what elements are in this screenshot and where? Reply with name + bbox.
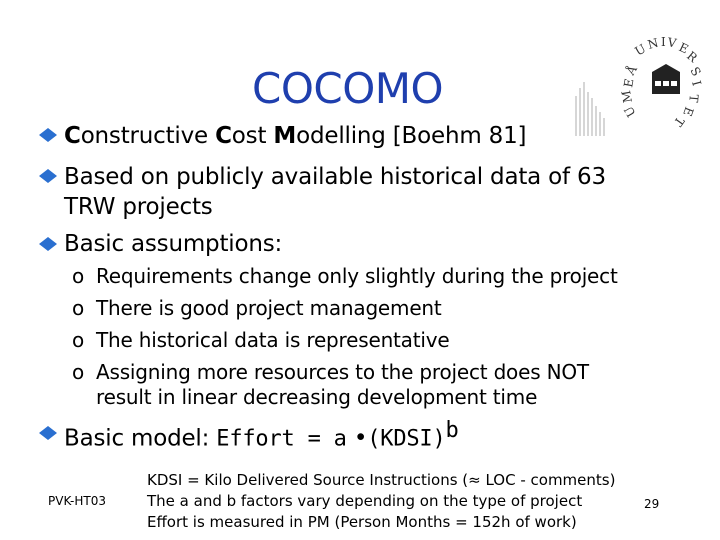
svg-text:E: E — [680, 104, 697, 118]
footnote-effort: Effort is measured in PM (Person Months = 152h of work) — [147, 513, 577, 531]
bullet-icon — [38, 127, 58, 143]
page-number: 29 — [644, 497, 660, 511]
svg-text:Å: Å — [623, 62, 640, 78]
sub-bullet-marker: o — [72, 264, 85, 288]
bullet-cocomo-definition: Constructive Cost Modelling [Boehm 81] — [64, 123, 527, 149]
svg-text:R: R — [684, 48, 701, 66]
svg-text:U: U — [632, 41, 649, 59]
basic-model-label: Basic model: — [64, 425, 217, 452]
multiply-dot: • — [353, 425, 368, 452]
footnote-kdsi: KDSI = Kilo Delivered Source Instructions (≈ LOC - comments) — [147, 471, 616, 489]
footer-notes — [147, 470, 615, 533]
svg-text:E: E — [676, 40, 691, 57]
bullet-historical-data-cont: TRW projects — [64, 194, 213, 220]
svg-text:I: I — [689, 79, 704, 88]
exponent-b: b — [445, 418, 459, 443]
svg-text:T: T — [686, 93, 701, 103]
sub-bullet-marker: o — [72, 360, 85, 384]
sub-bullet-resources: Assigning more resources to the project does NOT — [96, 360, 589, 384]
slide-title: COCOMO — [252, 64, 444, 113]
sub-bullet-representative: The historical data is representative — [96, 328, 450, 352]
svg-text:V: V — [666, 35, 678, 51]
svg-text:S: S — [687, 64, 704, 79]
sub-bullet-requirements: Requirements change only slightly during the project — [96, 264, 618, 288]
svg-text:N: N — [646, 35, 660, 52]
svg-text:E: E — [621, 77, 637, 89]
footer-course-code: PVK-HT03 — [48, 494, 107, 508]
footnote-factors: The a and b factors vary depending on the type of project — [147, 492, 583, 510]
sub-bullet-marker: o — [72, 296, 85, 320]
university-logo — [572, 35, 704, 136]
bullet-icon — [38, 168, 58, 184]
effort-formula: Effort = a — [216, 426, 347, 452]
svg-text:I: I — [661, 35, 666, 49]
sub-bullet-management: There is good project management — [96, 296, 442, 320]
sub-bullet-resources-cont: result in linear decreasing development time — [96, 385, 538, 409]
kdsi-term: (KDSI) — [367, 426, 446, 452]
university-seal-icon — [572, 35, 704, 136]
svg-text:T: T — [670, 114, 688, 129]
bullet-basic-model — [64, 418, 459, 452]
svg-text:M: M — [619, 89, 635, 104]
bullet-basic-assumptions: Basic assumptions: — [64, 231, 283, 257]
bullet-historical-data: Based on publicly available historical data of 63 — [64, 164, 606, 190]
bullet-icon — [38, 425, 58, 441]
bullet-icon — [38, 236, 58, 252]
svg-text:U: U — [621, 103, 639, 120]
sub-bullet-marker: o — [72, 328, 85, 352]
